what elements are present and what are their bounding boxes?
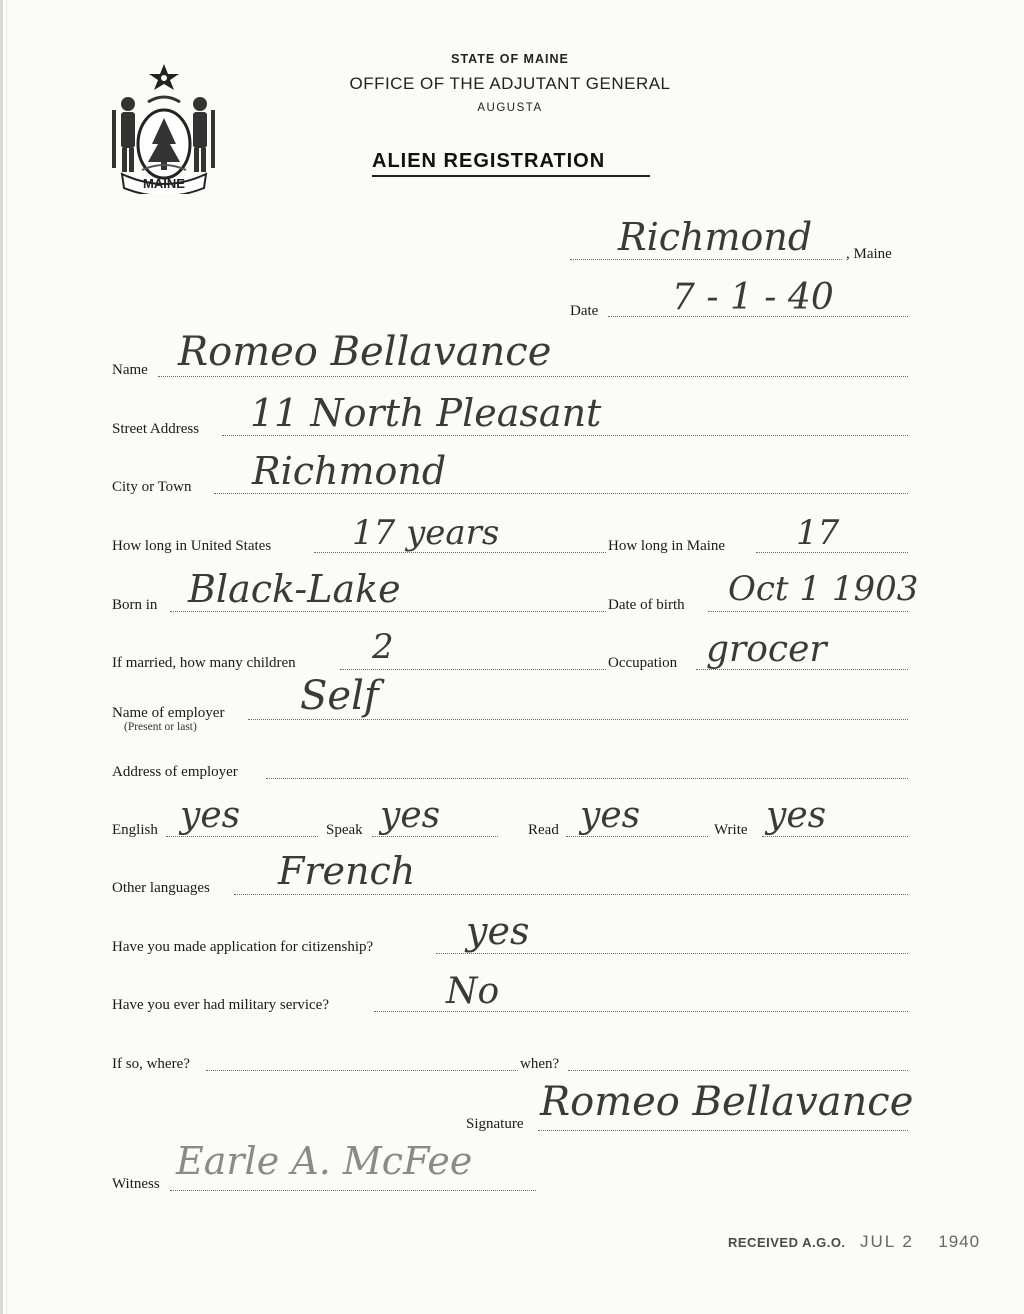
received-stamp [728,1232,980,1252]
employer-address-line [266,778,908,779]
form-title: ALIEN REGISTRATION [372,150,606,172]
maine-suffix-label: , Maine [846,246,892,262]
when-label: when? [520,1056,560,1072]
children-label: If married, how many children [112,655,296,671]
date-of-birth-entry: Oct 1 1903 [728,569,919,609]
occupation-label: Occupation [608,655,678,671]
witness-label: Witness [112,1176,160,1192]
born-in-line [170,611,606,612]
street-address-line [222,435,908,436]
citizenship-entry: yes [466,909,530,953]
military-entry: No [446,971,500,1012]
speak-line [372,836,498,837]
town-entry: Richmond [618,215,813,259]
military-label: Have you ever had military service? [112,997,329,1013]
other-languages-label: Other languages [112,880,210,896]
scan-edge [0,0,3,1314]
english-line [166,836,318,837]
state-heading: STATE OF MAINE [451,52,569,66]
received-stamp-year: 1940 [938,1232,981,1251]
title-underline [372,175,650,177]
received-stamp-date: JUL 2 [860,1232,914,1251]
employer-name-line [248,719,908,720]
witness-line [170,1190,536,1191]
read-entry: yes [580,795,641,836]
other-languages-entry: French [278,849,416,893]
name-label: Name [112,362,148,378]
maine-state-seal [108,62,220,194]
write-entry: yes [766,795,827,836]
where-line [206,1070,518,1071]
town-line [570,259,842,260]
children-line [340,669,606,670]
name-line [158,376,908,377]
city-entry: Richmond [252,449,447,493]
read-label: Read [528,822,559,838]
speak-label: Speak [326,822,363,838]
other-languages-line [234,894,908,895]
witness-entry: Earle A. McFee [176,1139,473,1183]
employer-name-entry: Self [300,673,379,719]
date-entry: 7 - 1 - 40 [672,277,834,318]
city-label: City or Town [112,479,192,495]
how-long-us-entry: 17 years [352,513,500,553]
city-heading: AUGUSTA [477,102,543,114]
signature-label: Signature [466,1116,524,1132]
write-line [762,836,908,837]
write-label: Write [714,822,748,838]
date-label: Date [570,303,599,319]
speak-entry: yes [380,795,441,836]
read-line [566,836,708,837]
when-line [568,1070,908,1071]
how-long-maine-entry: 17 [796,513,840,553]
citizenship-line [436,953,908,954]
name-entry: Romeo Bellavance [178,329,552,375]
how-long-us-label: How long in United States [112,538,272,554]
children-entry: 2 [372,627,394,667]
city-line [214,493,908,494]
office-heading: OFFICE OF THE ADJUTANT GENERAL [349,74,671,93]
street-address-label: Street Address [112,421,200,437]
occupation-entry: grocer [706,629,827,670]
date-of-birth-label: Date of birth [608,597,685,613]
scan-edge-line [6,0,7,1314]
signature-line [538,1130,908,1131]
street-address-entry: 11 North Pleasant [250,391,602,435]
citizenship-label: Have you made application for citizenship? [112,939,374,955]
employer-name-label: Name of employer [112,705,225,721]
english-entry: yes [180,795,241,836]
english-label: English [112,822,158,838]
signature-entry: Romeo Bellavance [540,1079,914,1125]
seal-banner-text: MAINE [143,176,185,191]
employer-address-label: Address of employer [112,764,238,780]
born-in-label: Born in [112,597,158,613]
received-stamp-text: RECEIVED A.G.O. [728,1235,846,1250]
how-long-maine-label: How long in Maine [608,538,726,554]
date-of-birth-line [708,611,908,612]
if-so-where-label: If so, where? [112,1056,190,1072]
employer-name-sublabel: (Present or last) [124,721,197,733]
born-in-entry: Black-Lake [188,567,401,611]
